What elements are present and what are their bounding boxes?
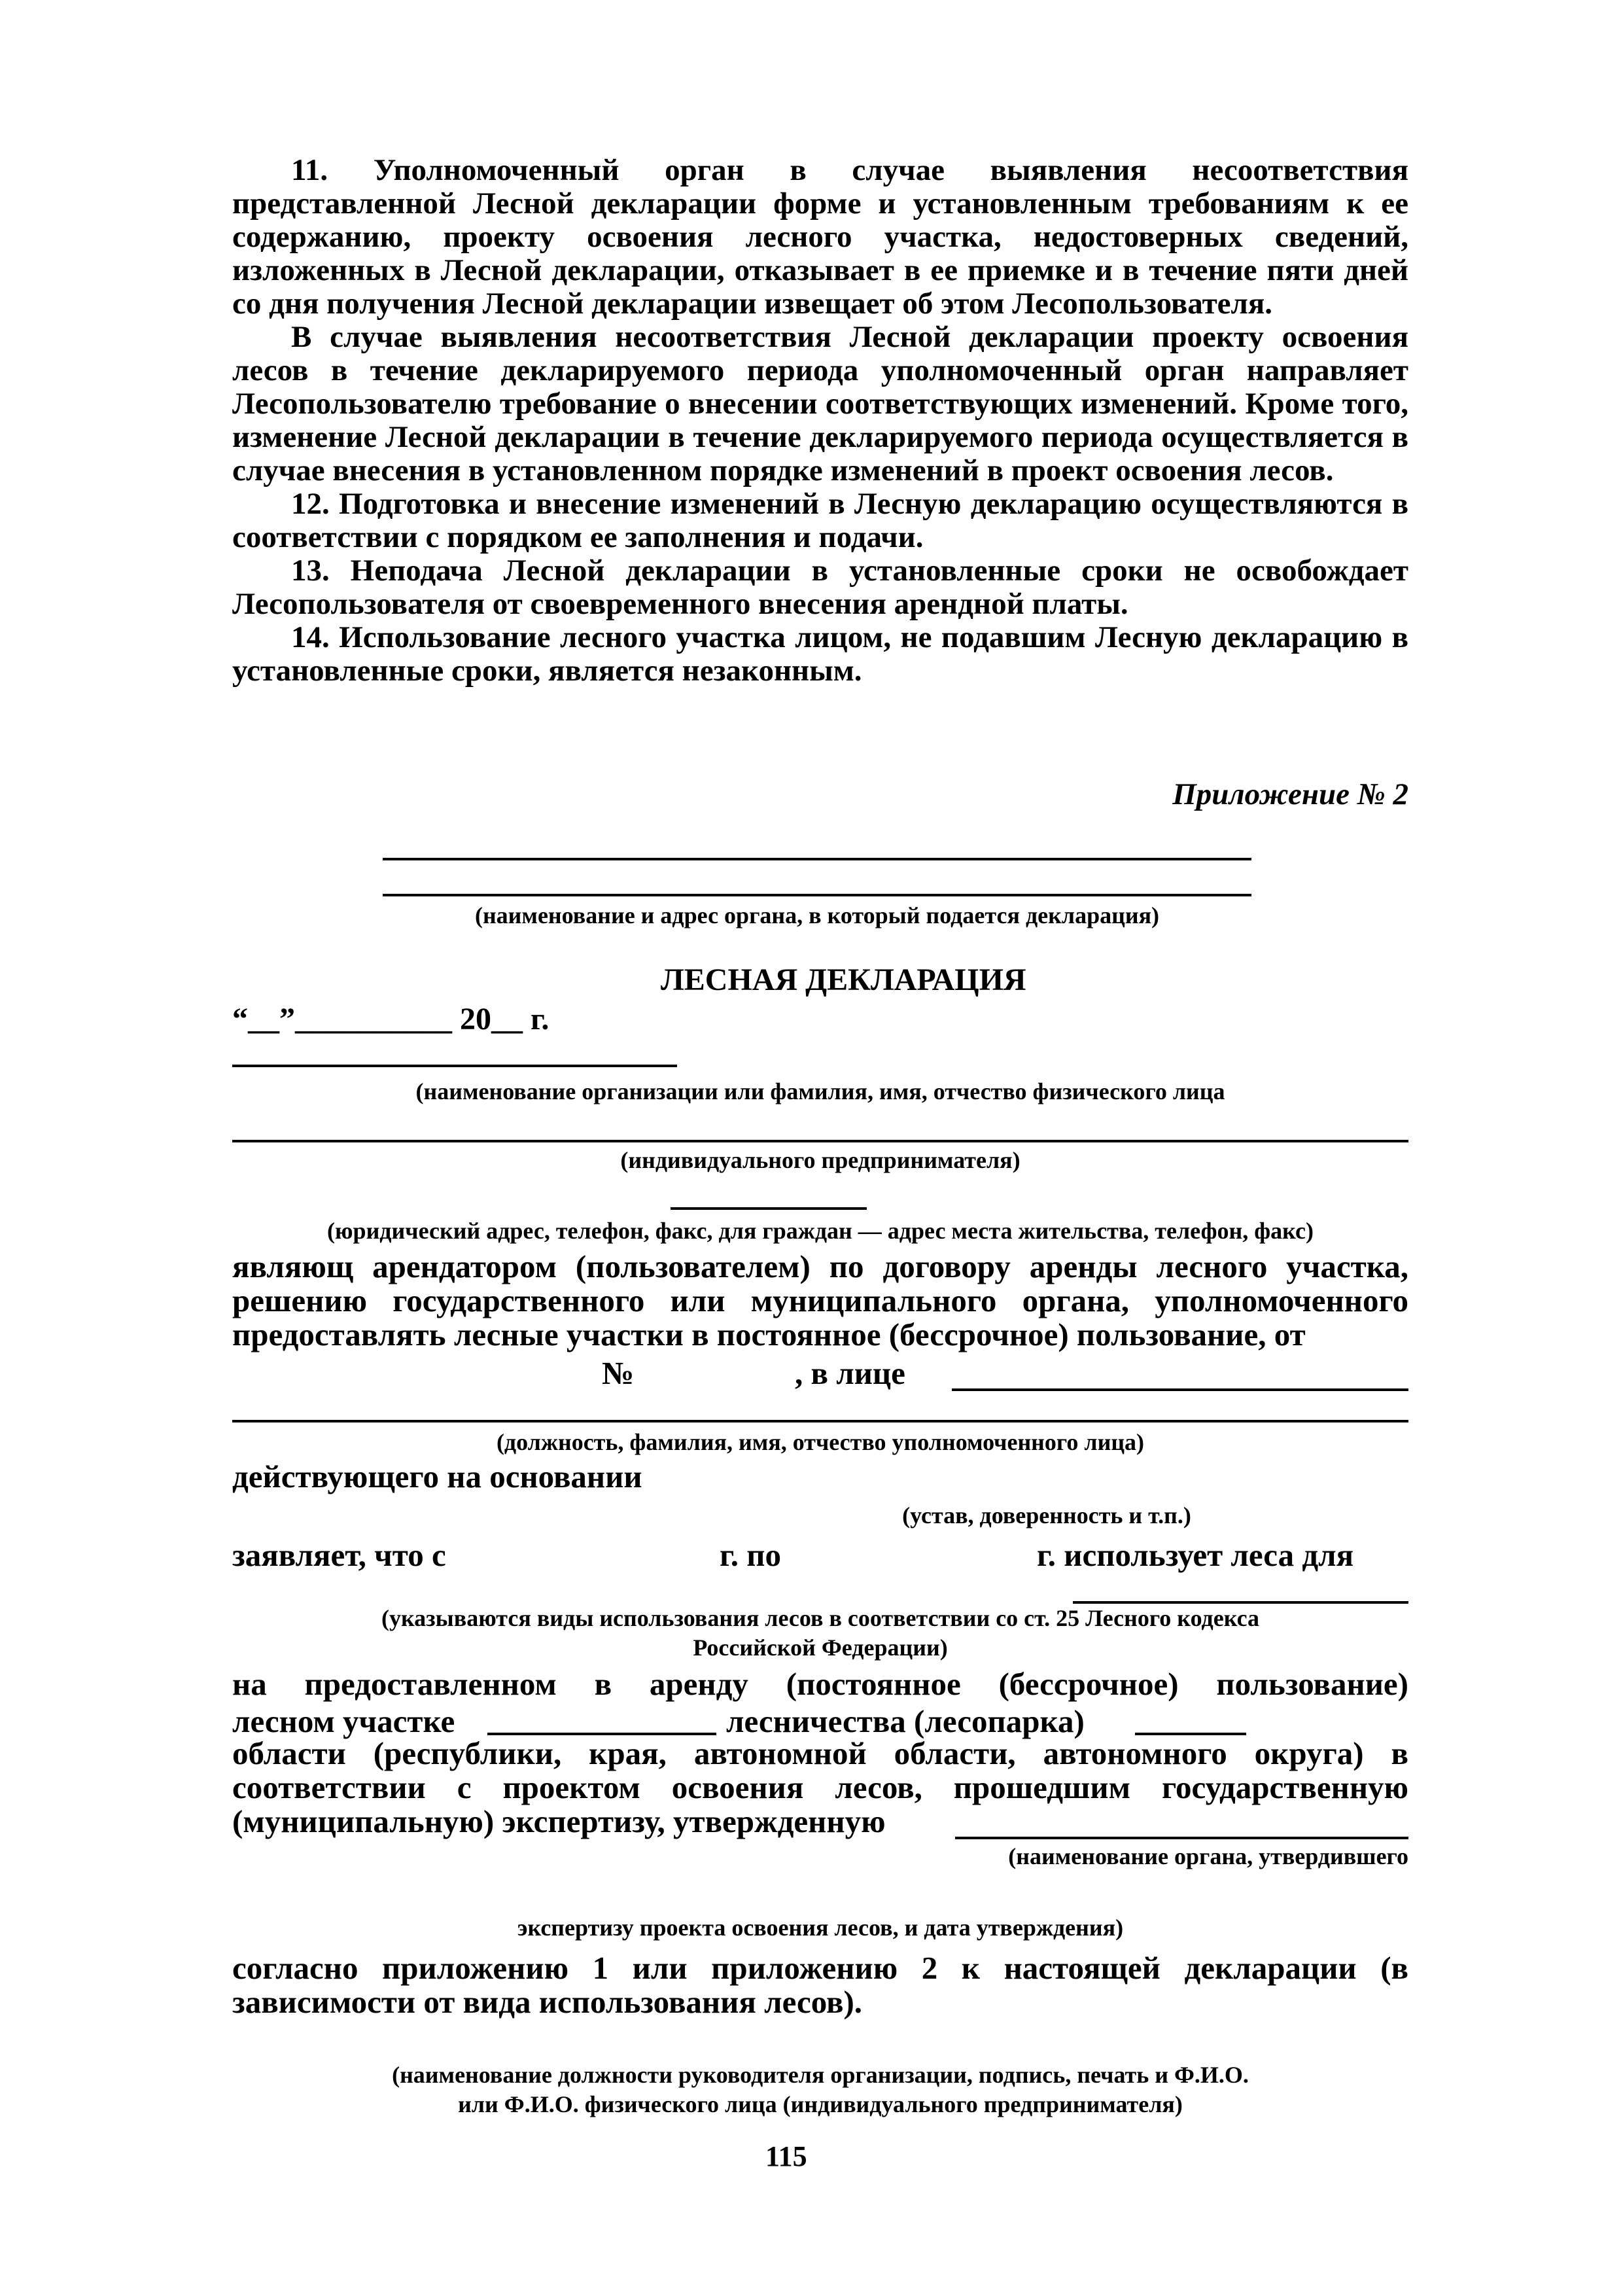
number-label: № [602, 1355, 635, 1391]
paragraph-11-continued: В случае выявления несоответствия Лесной декларации проекту освоения лесов в течение декларируемого периода уполномоченный орган направляет Лесопользователю требование о внесении соответствующих изменений. Кроме того, изменение Лесной декларации в течение декларируемого периода осуществляется в случае внесения в установленном порядке изменений в проект освоения лесов. [232, 320, 1408, 487]
plot-label: лесном участке [232, 1703, 455, 1739]
organ-line-2 [383, 894, 1251, 896]
entrepreneur-line [232, 1140, 1408, 1142]
entrepreneur-caption: (индивидуального предпринимателя) [620, 1147, 1021, 1173]
address-caption: (юридический адрес, телефон, факс, для граждан — адрес места жительства, телефон, факс) [327, 1218, 1314, 1244]
rules-text [232, 154, 1408, 688]
address-line [671, 1207, 867, 1210]
paragraph-13: 13. Неподача Лесной декларации в установленные сроки не освобождает Лесопользователя от своевременного внесения арендной платы. [232, 554, 1408, 621]
page-number: 115 [765, 2140, 807, 2172]
approver-caption: (наименование органа, утвердившего [1008, 1843, 1408, 1869]
year-to-label: г. по [720, 1537, 781, 1573]
official-caption: (должность, фамилия, имя, отчество уполномоченного лица) [496, 1429, 1145, 1455]
types-caption-1: (указываются виды использования лесов в соответствии со ст. 25 Лесного кодекса [381, 1605, 1259, 1631]
appendix-label: Приложение № 2 [1172, 777, 1408, 811]
organ-caption: (наименование и адрес органа, в который подается декларация) [474, 902, 1160, 928]
org-caption: (наименование организации или фамилия, имя, отчество физического лица [415, 1078, 1225, 1104]
signature-caption-2: или Ф.И.О. физического лица (индивидуального предпринимателя) [458, 2091, 1183, 2117]
forestry-label: лесничества (лесопарка) [726, 1703, 1085, 1739]
signature-caption-1: (наименование должности руководителя организации, подпись, печать и Ф.И.О. [392, 2062, 1249, 2088]
types-caption-2: Российской Федерации) [693, 1634, 948, 1661]
rent-text: на предоставленном в аренду (постоянное (бессрочное) пользование) [232, 1666, 1408, 1702]
region-text: области (республики, края, автономной области, автономного округа) в соответствии с проектом освоения лесов, прошедшим государственную (муниципальную) экспертизу, утвержденную [232, 1735, 1408, 1839]
declaration-title: ЛЕСНАЯ ДЕКЛАРАЦИЯ [661, 963, 1026, 997]
official-line [232, 1420, 1408, 1422]
person-line [952, 1388, 1408, 1391]
acting-basis-label: действующего на основании [232, 1458, 642, 1494]
declares-from-label: заявляет, что с [232, 1537, 446, 1573]
in-person-label: , в лице [795, 1355, 905, 1391]
paragraph-11: 11. Уполномоченный орган в случае выявления несоответствия представленной Лесной декларации форме и установленным требованиям к ее содержанию, проекту освоения лесного участка, недостоверных сведений, изложенных в Лесной декларации, отказывает в ее приемке и в течение пяти дней со дня получения Лесной декларации извещает об этом Лесопользователя. [232, 153, 1408, 321]
organ-line-1 [383, 858, 1251, 860]
basis-caption: (устав, доверенность и т.п.) [902, 1502, 1191, 1528]
paragraph-12: 12. Подготовка и внесение изменений в Лесную декларацию осуществляются в соответствии с порядком ее заполнения и подачи. [232, 487, 1408, 554]
org-name-line [232, 1065, 677, 1067]
types-line [1073, 1601, 1408, 1604]
year-uses-label: г. использует леса для [1037, 1537, 1354, 1573]
approver-line [955, 1837, 1408, 1839]
lessee-text: являющ арендатором (пользователем) по договору аренды лесного участка, решению государственного или муниципального органа, уполномоченного предоставлять лесные участки в постоянное (бессрочное) пользование, от [232, 1248, 1408, 1352]
date-line: “__”__________ 20__ г. [232, 1002, 550, 1036]
paragraph-14: 14. Использование лесного участка лицом, не подавшим Лесную декларацию в установленные сроки, является незаконным. [232, 620, 1408, 688]
expertise-caption: экспертизу проекта освоения лесов, и дата утверждения) [517, 1915, 1124, 1941]
annex-text: согласно приложению 1 или приложению 2 к настоящей декларации (в зависимости от вида использования лесов). [232, 1950, 1408, 2020]
